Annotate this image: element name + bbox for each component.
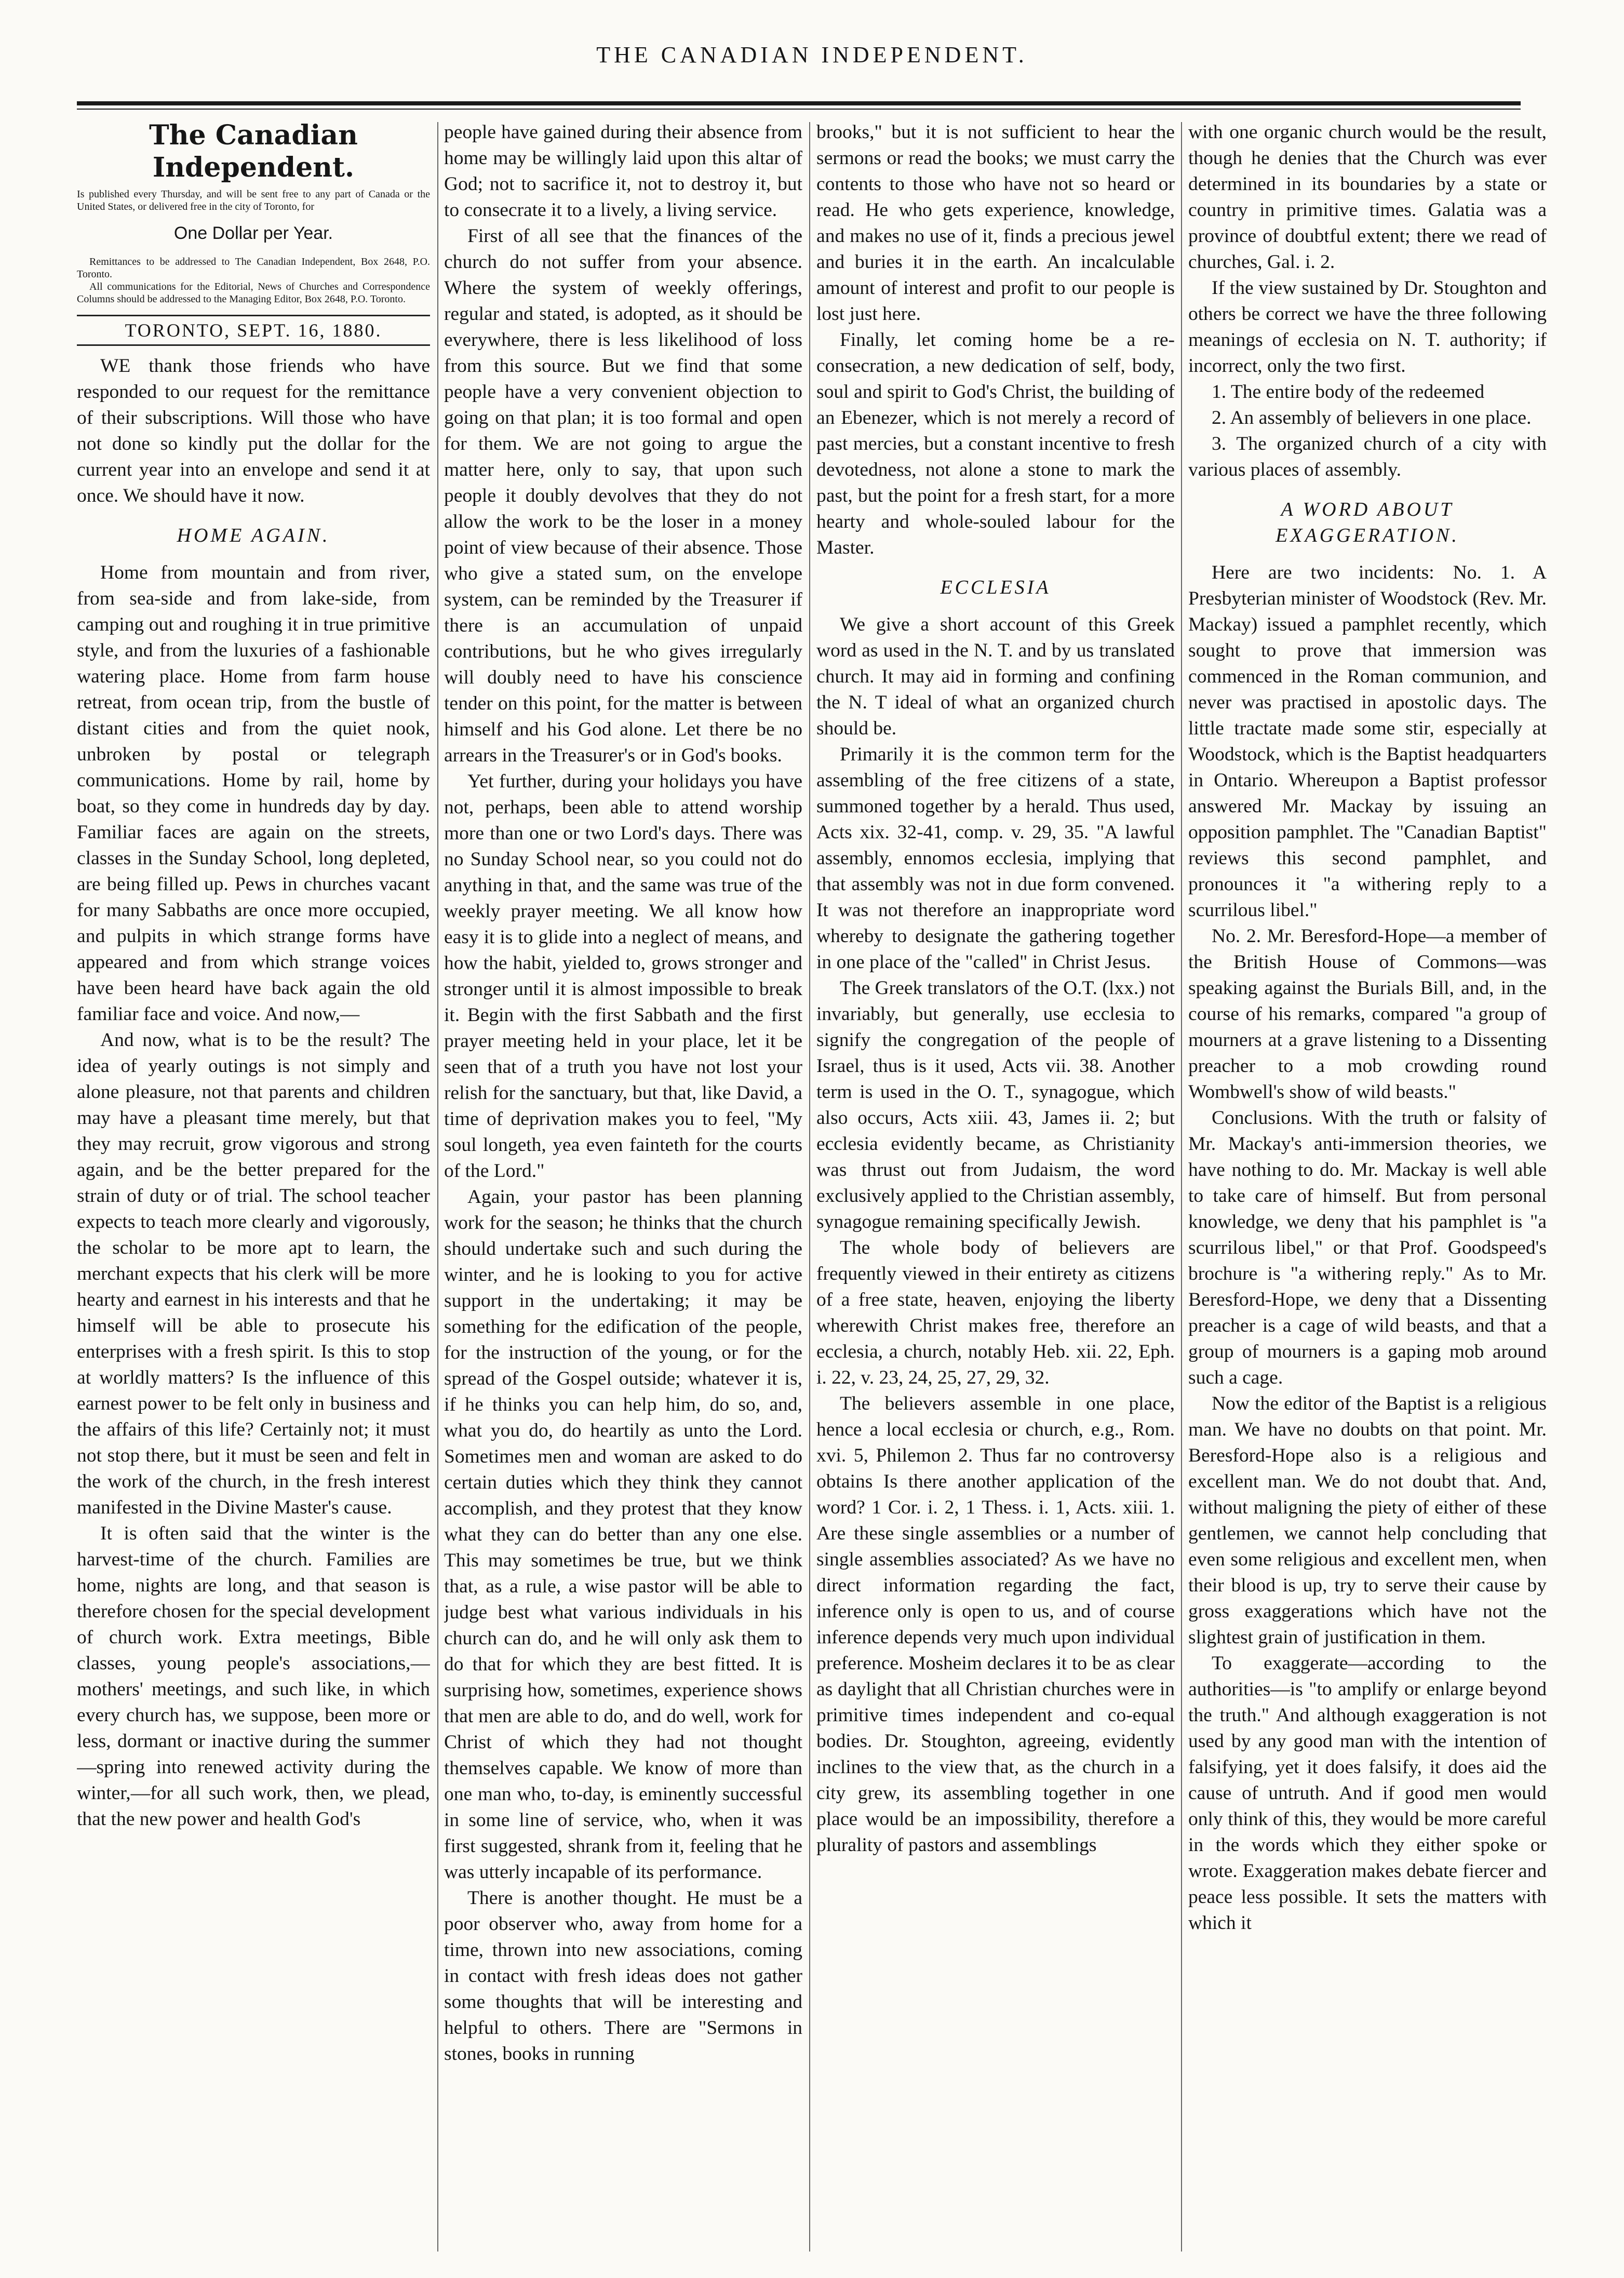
- column-divider: [809, 122, 810, 2252]
- paragraph: We give a short account of this Greek word as used in the N. T. and by us translated church. It may aid in forming and confining the N. T ideal of what an organized church should be.: [816, 614, 1175, 739]
- paragraph: The Greek translators of the O.T. (lxx.) not invariably, but generally, use ecclesia to signify the congregation of the people of Israel, thus is it used, Acts vii. 38. Another term is used in the O. T., synagogue, which also occurs, Acts xiii. 43, James ii. 2; but ecclesia evidently became, as Christianity was thrust out from Judaism, the word exclusively applied to the Christian assembly, synagogue remaining specifically Jewish.: [816, 977, 1175, 1232]
- section-heading-ecclesia: ECCLESIA: [940, 577, 1051, 598]
- paragraph: If the view sustained by Dr. Stoughton and others be correct we have the three following meanings of ecclesia on N. T. authority; if incorrect, only the two first.: [1188, 277, 1547, 377]
- intro-paragraph: WE thank those friends who have responded to our request for the remittance of their subscriptions. Will those who have not done so kindly put the dollar for the current year into an envelope and send it at once. We should have it now.: [77, 355, 430, 506]
- issue-date: TORONTO, SEPT. 16, 1880.: [77, 315, 430, 346]
- paragraph: And now, what is to be the result? The idea of yearly outings is not simply and alone pleasure, not that parents and children may have a pleasant time merely, but that they may recruit, grow vigorous and strong again, and be the better prepared for the strain of duty or of trial. The school teacher expects to teach more clearly and vigorously, the scholar to be more apt to learn, the merchant expects that his clerk will be more hearty and earnest in his interests and that he himself will be able to prosecute his enterprises with a fresh spirit. Is this to stop at worldly matters? Is the influence of this earnest power to be felt only in business and the affairs of this life? Certainly not; it must not stop there, but it must be seen and felt in the work of the church, in the fresh interest manifested in the Divine Master's cause.: [77, 1029, 430, 1518]
- paragraph: Primarily it is the common term for the assembling of the free citizens of a state, summoned together by a herald. Thus used, Acts xix. 32-41, comp. v. 29, 35. "A lawful assembly, ennomos ecclesia, implying that that assembly was not in due form convened. It was not therefore an inappropriate word whereby to designate the gathering together in one place of the "called" in Christ Jesus.: [816, 744, 1175, 973]
- section-heading-home-again: HOME AGAIN.: [177, 525, 330, 546]
- paragraph: Finally, let coming home be a re-consecration, a new dedication of self, body, soul and spirit to God's Christ, the building of an Ebenezer, which is not merely a record of past mercies, but a constant incentive to fresh devotedness, not alone a stone to mark the past, but the point for a fresh start, for a more hearty and whole-souled labour for the Master.: [816, 329, 1175, 558]
- publication-note: Is published every Thursday, and will be sent free to any part of Canada or the United States, or delivered free in the city of Toronto, for: [77, 189, 430, 212]
- subscription-price: One Dollar per Year.: [173, 223, 333, 243]
- paragraph: people have gained during their absence from home may be willingly laid upon this altar of God; not to sacrifice it, not to destroy it, but to consecrate it to a lively, a living service.: [444, 122, 802, 221]
- page-header: THE CANADIAN INDEPENDENT.: [596, 42, 1028, 68]
- list-item: 3. The organized church of a city with various places of assembly.: [1188, 433, 1547, 480]
- paragraph: Yet further, during your holidays you have not, perhaps, been able to attend worship more than one or two Lord's days. There was no Sunday School near, so you could not do anything in that, and the same was true of the weekly prayer meeting. We all know how easy it is to glide into a neglect of means, and how the habit, yielded to, grows stronger and stronger until it is almost impossible to break it. Begin with the first Sabbath and the first prayer meeting held in your place, let it be seen that of a truth you have not lost your relish for the sanctuary, but that, like David, a time of deprivation makes you to feel, "My soul longeth, yea even fainteth for the courts of the Lord.": [444, 771, 802, 1182]
- paragraph: with one organic church would be the result, though he denies that the Church was ever determined in its boundaries by a state or country in primitive times. Galatia was a province of doubtful extent; there we read of churches, Gal. i. 2.: [1188, 122, 1547, 273]
- masthead-title: The Canadian Independent.: [149, 119, 358, 183]
- paragraph: The whole body of believers are frequently viewed in their entirety as citizens of a free state, heaven, enjoying the liberty wherewith Christ makes free, therefore an ecclesia, a church, notably Heb. xii. 22, Eph. i. 22, v. 23, 24, 25, 27, 29, 32.: [816, 1237, 1175, 1388]
- column-divider: [1181, 122, 1182, 2252]
- list-item: 1. The entire body of the redeemed: [1212, 381, 1485, 403]
- paragraph: First of all see that the finances of the church do not suffer from your absence. Where the system of weekly offerings, regular and stated, is adopted, as it should be everywhere, there is less likelihood of loss from this source. But we find that some people have a very convenient objection to going on that plan; it is too formal and open for them. We are not going to argue the matter here, only to say, that upon such people it doubly devolves that they do not allow the work to be the loser in a money point of view because of their absence. Those who give a stated sum, on the envelope system, can be reminded by the Treasurer if there is an accumulation of unpaid contributions, but he who gives irregularly will doubly need to have his conscience tender on this point, for the matter is between himself and his God alone. Let there be no arrears in the Treasurer's or in God's books.: [444, 225, 802, 766]
- communications-note: All communications for the Editorial, News of Churches and Correspondence Columns should be addressed to the Managing Editor, Box 2648, P.O. Toronto.: [77, 281, 430, 305]
- paragraph: To exaggerate—according to the authorities—is "to amplify or enlarge beyond the truth." And although exaggeration is not used by any good man with the intention of falsifying, yet it does falsify, it does aid the cause of untruth. And if good men would only think of this, they would be more careful in the words which they either spoke or wrote. Exaggeration makes debate fiercer and peace less possible. It sets the matters with which it: [1188, 1653, 1547, 1934]
- paragraph: Again, your pastor has been planning work for the season; he thinks that the church should undertake such and such during the winter, and he is looking to you for active support in the undertaking; it may be something for the edification of the people, for the instruction of the young, or for the spread of the Gospel outside; whatever it is, if he thinks you can help him, do so, and, what you do, do heartily as unto the Lord. Sometimes men and woman are asked to do certain duties which they think they cannot accomplish, and they protest that they know what they can do better than any one else. This may sometimes be true, but we think that, as a rule, a wise pastor will be able to judge best what various individuals in his church can do, and he will only ask them to do that for which they are best fitted. It is surprising how, sometimes, experience shows that men are able to do, and do well, work for Christ of which they had not thought themselves capable. We know of more than one man who, to-day, is eminently successful in some line of service, who, when it was first suggested, shrank from it, feeling that he was utterly incapable of its performance.: [444, 1186, 802, 1883]
- column-1: [77, 119, 430, 2254]
- column-2: [444, 119, 802, 2254]
- list-item: 2. An assembly of believers in one place.: [1212, 407, 1532, 428]
- header-rule: [77, 101, 1521, 105]
- paragraph: brooks," but it is not sufficient to hear the sermons or read the books; we must carry the contents to those who have not so heard or read. He who gets experience, knowledge, and makes no use of it, finds a precious jewel and buries it in the earth. An incalculable amount of interest and profit to our people is lost just here.: [816, 122, 1175, 325]
- column-3: [816, 119, 1175, 2254]
- paragraph: The believers assemble in one place, hence a local ecclesia or church, e.g., Rom. xvi. 5, Philemon 2. Thus far no controversy obtains Is there another application of the word? 1 Cor. i. 2, 1 Thess. i. 1, Acts. xiii. 1. Are these single assemblies or a number of single assemblies associated? As we have no direct information regarding the fact, inference only is open to us, and of course inference depends very much upon individual preference. Mosheim declares it to be as clear as daylight that all Christian churches were in primitive times independent and co-equal bodies. Dr. Stoughton, agreeing, evidently inclines to the view that, as the church in a city grew, its assembling together in one place would be an impossibility, therefore a plurality of pastors and assemblings: [816, 1393, 1175, 1856]
- paragraph: It is often said that the winter is the harvest-time of the church. Families are home, nights are long, and that season is therefore chosen for the special development of church work. Extra meetings, Bible classes, young people's associations,—mothers' meetings, and such like, in which every church has, we suppose, been more or less, dormant or inactive during the summer—spring into renewed activity during the winter,—for all such work, then, we plead, that the new power and health God's: [77, 1523, 430, 1830]
- section-heading-exaggeration: A WORD ABOUT EXAGGERATION.: [1276, 499, 1459, 546]
- paragraph: There is another thought. He must be a poor observer who, away from home for a time, thrown into new associations, coming in contact with fresh ideas does not gather some thoughts that will be interesting and helpful to others. There are "Sermons in stones, books in running: [444, 1887, 802, 2065]
- remittances-note: Remittances to be addressed to The Canadian Independent, Box 2648, P.O. Toronto.: [77, 256, 430, 280]
- column-4: [1188, 119, 1547, 2254]
- paragraph: Home from mountain and from river, from sea-side and from lake-side, from camping out and roughing it in true primitive style, and from the luxuries of a fashionable watering place. Home from farm house retreat, from ocean trip, from the bustle of distant cities and from the quiet nook, unbroken by postal or telegraph communications. Home by rail, home by boat, so they come in hundreds day by day. Familiar faces are again on the streets, classes in the Sunday School, long depleted, are being filled up. Pews in churches vacant for many Sabbaths are once more occupied, and pulpits in which strange forms have appeared and from which strange voices have been heard have back again the old familiar face and voice. And now,—: [77, 562, 430, 1025]
- header-rule-thin: [77, 109, 1521, 110]
- paragraph: Here are two incidents: No. 1. A Presbyterian minister of Woodstock (Rev. Mr. Mackay) issued a pamphlet recently, which sought to prove that immersion was commenced in the Roman communion, and never was practised in apostolic days. The little tractate made some stir, especially at Woodstock, which is the Baptist headquarters in Ontario. Whereupon a Baptist professor answered Mr. Mackay by issuing an opposition pamphlet. The "Canadian Baptist" reviews this second pamphlet, and pronounces it "a withering reply to a scurrilous libel.": [1188, 562, 1547, 921]
- paragraph: Conclusions. With the truth or falsity of Mr. Mackay's anti-immersion theories, we have nothing to do. Mr. Mackay is well able to take care of himself. But from personal knowledge, we deny that his pamphlet is "a scurrilous libel," or that Prof. Goodspeed's brochure is "a withering reply." As to Mr. Beresford-Hope, we deny that a Dissenting preacher is a cage of wild beasts, and that a group of mourners is a gaping mob around such a cage.: [1188, 1107, 1547, 1388]
- column-divider: [437, 122, 438, 2252]
- paragraph: No. 2. Mr. Beresford-Hope—a member of the British House of Commons—was speaking against the Burials Bill, and, in the course of his remarks, compared "a group of mourners at a grave listening to a Dissenting preacher to a mob crowding round Wombwell's show of wild beasts.": [1188, 926, 1547, 1103]
- paragraph: Now the editor of the Baptist is a religious man. We have no doubts on that point. Mr. Beresford-Hope also is a religious and excellent man. We do not doubt that. And, without maligning the piety of either of these gentlemen, we cannot help concluding that even some religious and excellent men, when their blood is up, try to serve their cause by gross exaggerations which have not the slightest grain of justification in them.: [1188, 1393, 1547, 1648]
